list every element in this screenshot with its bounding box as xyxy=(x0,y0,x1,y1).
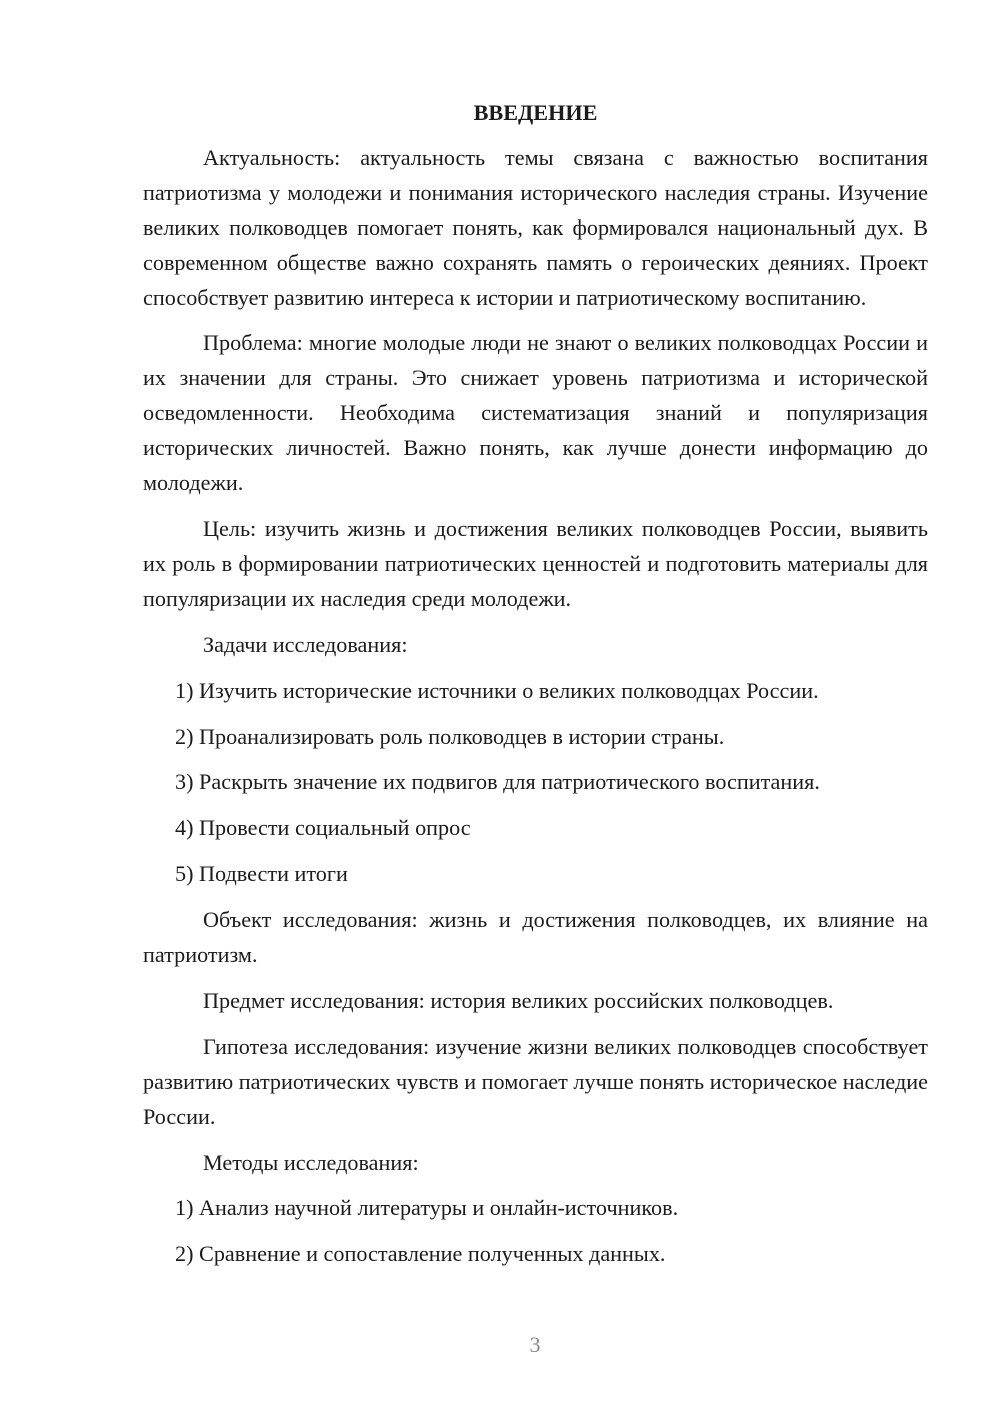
hypothesis-paragraph: Гипотеза исследования: изучение жизни великих полководцев способствует развитию патриотических чувств и помогает лучше понять историческое наследие России. xyxy=(143,1033,928,1129)
goal-paragraph: Цель: изучить жизнь и достижения великих полководцев России, выявить их роль в формировании патриотических ценностей и подготовить материалы для популяризации их наследия среди молодежи. xyxy=(143,515,928,611)
list-item: 1) Анализ научной литературы и онлайн-источников. xyxy=(175,1195,679,1221)
list-item: 2) Сравнение и сопоставление полученных данных. xyxy=(175,1241,666,1267)
object-paragraph: Объект исследования: жизнь и достижения полководцев, их влияние на патриотизм. xyxy=(143,907,928,968)
list-item: 1) Изучить исторические источники о великих полководцах России. xyxy=(175,677,819,703)
tasks-label: Задачи исследования: xyxy=(203,631,408,657)
page-number: 3 xyxy=(529,1332,541,1357)
list-item: 3) Раскрыть значение их подвигов для патриотического воспитания. xyxy=(175,769,820,795)
subject-paragraph: Предмет исследования: история великих российских полководцев. xyxy=(203,987,834,1013)
list-item: 5) Подвести итоги xyxy=(175,861,348,887)
relevance-paragraph: Актуальность: актуальность темы связана с важностью воспитания патриотизма у молодежи и понимания исторического наследия страны. Изучение великих полководцев помогает понять, как формировался национальный дух. В современном обществе важно сохранять память о героических деяниях. Проект способствует развитию интереса к истории и патриотическому воспитанию. xyxy=(143,144,928,310)
methods-label: Методы исследования: xyxy=(203,1149,419,1175)
list-item: 4) Провести социальный опрос xyxy=(175,815,471,841)
problem-paragraph: Проблема: многие молодые люди не знают о великих полководцах России и их значении для страны. Это снижает уровень патриотизма и исторической осведомленности. Необходима систематизация знаний и популяризация исторических личностей. Важно понять, как лучше донести информацию до молодежи. xyxy=(143,330,928,496)
methods-list xyxy=(143,1191,928,1272)
section-heading: ВВЕДЕНИЕ xyxy=(473,100,598,125)
tasks-list xyxy=(143,674,928,893)
list-item: 2) Проанализировать роль полководцев в истории страны. xyxy=(175,723,725,749)
document-page xyxy=(143,96,928,1283)
